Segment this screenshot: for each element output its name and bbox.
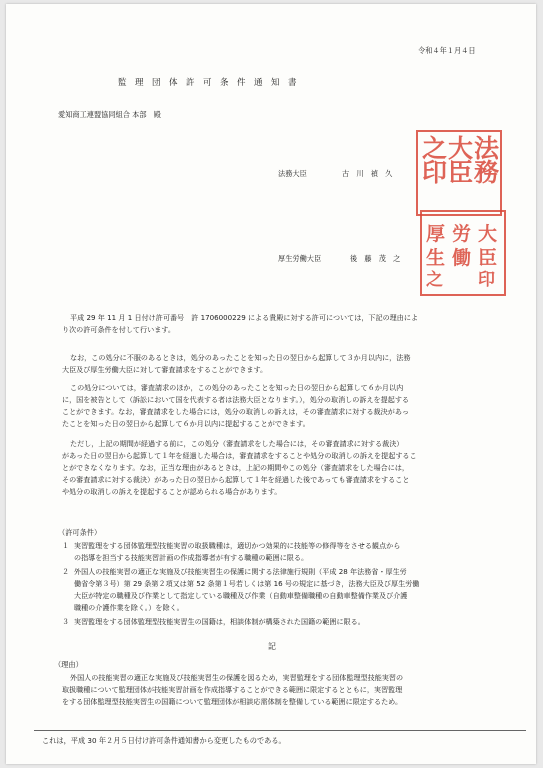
document-page xyxy=(6,4,536,764)
condition-2: ２ 外国人の技能実習の適正な実施及び技能実習生の保護に関する法律施行規則（平成 28 年法務省・厚生労 働省令第３号）第 29 条第２項又は第 52 条第１号若しくは第 16 号の規定に基づき，法務大臣及び厚生労働 大臣が特定の職種及び作業として指定している職種及び作業（自動車整備職種の自動車整備作業及び介護 職種の介護作業を除く。）を除く。 xyxy=(62,567,420,612)
signatory-name-justice: 古 川 禎 久 xyxy=(342,169,393,178)
ki-marker: 記 xyxy=(268,642,276,651)
condition-1: １ 実習監理をする団体監理型技能実習の取扱職種は，適切かつ効果的に技能等の修得等をさせる観点から の指導を担当する技能実習計画の作成指導者が有する職種の範囲に限る。 xyxy=(62,541,401,562)
intro-paragraph: 平成 29 年 11 月 1 日付け許可番号 許 1706000229 による貴殿に対する許可については，下記の理由によ り次の許可条件を付して行います。 xyxy=(62,313,419,334)
footer-divider xyxy=(34,730,526,731)
condition-3: ３ 実習監理をする団体監理型技能実習生の国籍は，相談体制が構築された国籍の範囲に限る。 xyxy=(62,617,365,626)
document-title: 監 理 団 体 許 可 条 件 通 知 書 xyxy=(118,78,297,88)
addressee: 愛知商工連盟協同組合 本部 殿 xyxy=(58,110,161,119)
signatory-title-justice: 法務大臣 xyxy=(278,169,307,178)
reason-heading: （理由） xyxy=(54,660,83,669)
signatory-name-health: 後 藤 茂 之 xyxy=(350,254,401,263)
appeal-notice-2: この処分については，審査請求のほか，この処分のあったことを知った日の翌日から起算して６か月以内 に，国を被告として（訴訟において国を代表する者は法務大臣となります。），処分の取消しの訴えを提起する ことができます。なお，審査請求をした場合には，処分の取消しの訴えは，その審査請求に対する裁決があっ たことを知った日の翌日から起算して６か月以内に提起することができます。 xyxy=(62,383,410,428)
conditions-heading: （許可条件） xyxy=(58,528,102,537)
appeal-notice-3: ただし，上記の期間が経過する前に，この処分（審査請求をした場合には，その審査請求に対する裁決） があった日の翌日から起算して１年を経過した場合は，審査請求をすることや処分の取消しの訴えを提起するこ とができなくなります。なお，正当な理由があるときは，上記の期間やこの処分（審査請求をした場合には， その審査請求に対する裁決）があった日の翌日から起算して１年を経過した後であっても審査請求をすること や処分の取消しの訴えを提起することが認められる場合があります。 xyxy=(62,439,417,496)
footer-note: これは，平成 30 年２月５日付け許可条件通知書から変更したものである。 xyxy=(42,736,286,745)
seal-minister-of-justice: 法 務 大 臣 之 印 xyxy=(416,130,502,216)
reason-paragraph: 外国人の技能実習の適正な実施及び技能実習生の保護を図るため，実習監理をする団体監理型技能実習の 取扱職種について監理団体が技能実習計画を作成指導することができる範囲に限定するとともに，実習監理 をする団体監理型技能実習生の国籍について監理団体が相談応需体制を整備している範囲に限定するため。 xyxy=(62,673,404,706)
issue-date: 令和４年１月４日 xyxy=(418,46,476,55)
appeal-notice-1: なお，この処分に不服のあるときは，処分のあったことを知った日の翌日から起算して３か月以内に，法務 大臣及び厚生労働大臣に対して審査請求をすることができます。 xyxy=(62,353,411,374)
signatory-title-health: 厚生労働大臣 xyxy=(278,254,322,263)
seal-minister-of-health-labour: 厚 生 労 働 大 臣 之 印 xyxy=(420,210,506,296)
